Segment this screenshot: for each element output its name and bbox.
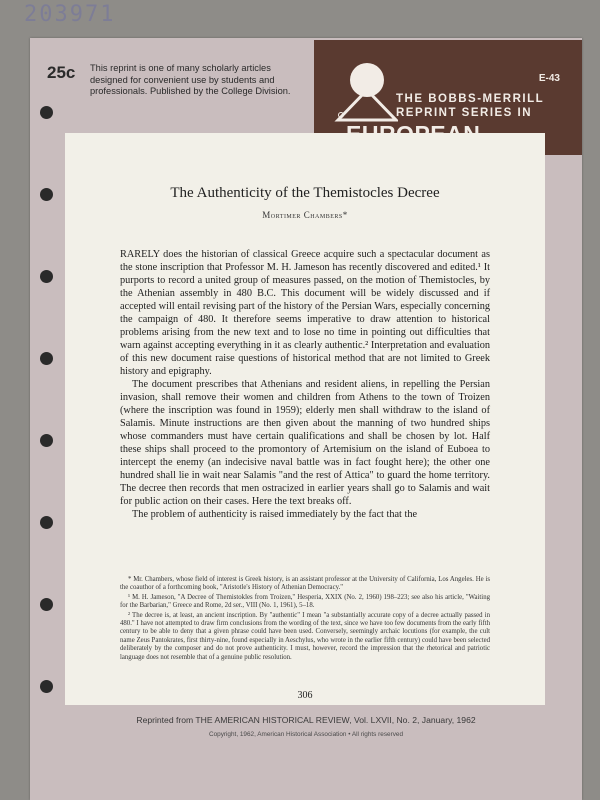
punch-hole — [40, 516, 53, 529]
footnote: * Mr. Chambers, whose field of interest is Greek history, is an assistant professor at the University of California, Los Angeles. He is the coauthor of a forthcoming book, "Aristotle's History of Athenian Democracy." — [120, 576, 490, 592]
punch-hole — [40, 106, 53, 119]
reprint-cover — [30, 38, 582, 800]
punch-hole — [40, 680, 53, 693]
article-body — [120, 248, 490, 521]
price-label: 25c — [47, 63, 76, 82]
page-number: 306 — [297, 690, 313, 701]
series-publisher: THE BOBBS-MERRILL — [396, 93, 545, 105]
footnote: ² The decree is, at least, an ancient inscription. By "authentic" I mean "a substantially accurate copy of a decree actually passed in 480." I have not attempted to draw firm conclusions from the wording of the text, since we have too few documents from the early fifth century to be able to deny that a given phrase could have been used. Conversely, seemingly archaic locutions (for example, the cult name Zeus Pantokrates, first thirty-nine, found especially in Aeschylus, who wrote in the earlier fifth century) could have been selected deliberately by the composer and do not prove authenticity. I must, however, record the impression that the rhetorical and patriotic language does not resemble that of a genuine public resolution. — [120, 611, 490, 661]
reprint-blurb: This reprint is one of many scholarly articles designed for convenient use by students and professionals. Published by the College Division. — [90, 63, 291, 96]
copyright-notice: Copyright, 1962, American Historical Association • All rights reserved — [208, 731, 404, 738]
paragraph: The document prescribes that Athenians and resident aliens, in repelling the Persian invasion, shall remove their women and children from Athens to the town of Troizen (where the inscription was found in 1959); elderly men shall withdraw to the island of Salamis. Minute instructions are then given about the manning of two hundred ships whose commanders must have certain qualifications and shall be chosen by lot. Half these ships shall proceed to the promontory of Artemisium on the island of Euboea to intercept the enemy (an indecisive naval battle was in fact fought here); the other one hundred shall lie in wait near Salamis "and the rest of Attica" to guard the home territory. The decree then records that men ostracized in earlier years shall go to Salamis and wait for public action on their cases. Here the text breaks off. — [120, 379, 490, 507]
punch-hole — [40, 270, 53, 283]
paragraph: The problem of authenticity is raised immediately by the fact that the — [132, 509, 418, 520]
article-author: Mortimer Chambers* — [262, 210, 348, 220]
article-page — [65, 133, 545, 705]
paragraph: RARELY does the historian of classical Greece acquire such a spectacular document as the stone inscription that Professor M. H. Jameson has recently discovered and edited.¹ It purports to record a united group of measures passed, on the motion of Themistocles, by the Athenian assembly in 480 B.C. This document will be widely discussed and if accepted will entail revising part of the history of the Persian Wars, especially concerning the campaign of 480. It therefore seems imperative to draw attention to historical problems arising from the new text and to lose no time in pointing out difficulties that warn against accepting everything in it as clearly authentic.² Interpretation and evaluation of this new document raise questions of historical method that are not limited to Greek history and epigraphy. — [120, 249, 490, 377]
punch-hole — [40, 188, 53, 201]
handwritten-number: 203971 — [24, 2, 116, 27]
punch-hole — [40, 352, 53, 365]
publisher-emblem-icon — [332, 58, 398, 124]
series-subtitle: REPRINT SERIES IN — [396, 107, 533, 119]
reprint-source: Reprinted from THE AMERICAN HISTORICAL REVIEW, Vol. LXVII, No. 2, January, 1962 — [136, 715, 476, 725]
punch-hole — [40, 434, 53, 447]
footnotes — [120, 576, 490, 663]
series-code: E-43 — [538, 73, 560, 84]
article-title: The Authenticity of the Themistocles Decree — [170, 185, 440, 201]
punch-hole — [40, 598, 53, 611]
footnote: ¹ M. H. Jameson, "A Decree of Themistokles from Troizen," Hesperia, XXIX (No. 2, 1960) 198–223; see also his article, "Waiting for the Barbarian," Greece and Rome, 2d ser., VIII (No. 1, 1961), 5–18. — [120, 593, 490, 610]
